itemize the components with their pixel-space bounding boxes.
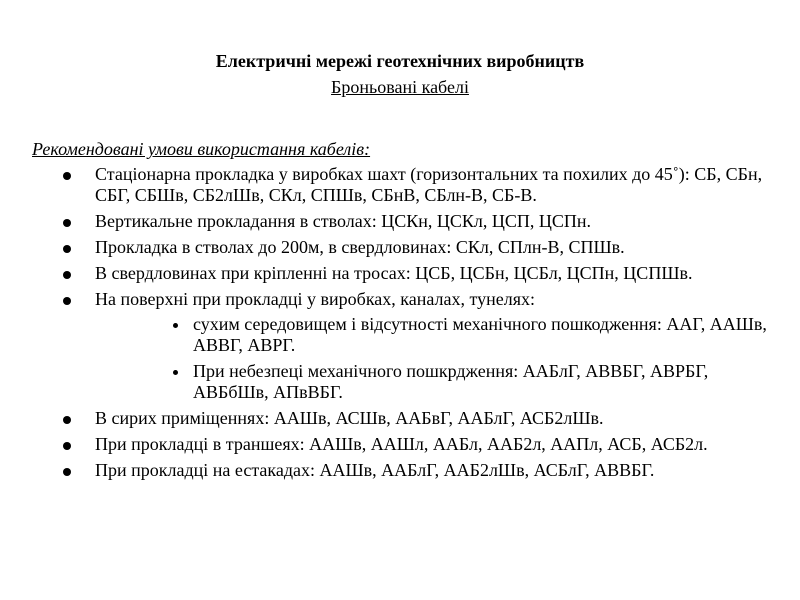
sub-list-item-text: сухим середовищем і відсутності механічного пошкодження: ААГ, ААШв, АВВГ, АВРГ. <box>193 314 767 355</box>
list-item-text: В сирих приміщеннях: ААШв, АСШв, ААБвГ, ААБлГ, АСБ2лШв. <box>95 408 604 428</box>
sub-bullet-icon <box>173 370 178 375</box>
bullet-icon <box>63 416 71 424</box>
list-item-text: В свердловинах при кріпленні на тросах: ЦСБ, ЦСБн, ЦСБл, ЦСПн, ЦСПШв. <box>95 263 693 283</box>
list-item <box>60 460 780 481</box>
list-item-text: Стаціонарна прокладка у виробках шахт (горизонтальних та похилих до 45˚): СБ, СБн, СБГ, СБШв, СБ2лШв, СКл, СПШв, СБнВ, СБлн-В, СБ-В. <box>95 164 763 205</box>
sub-bullet-icon <box>173 323 178 328</box>
list-item <box>60 164 780 206</box>
page-title: Електричні мережі геотехнічних виробництв <box>215 51 585 71</box>
bullet-icon <box>63 219 71 227</box>
list-item <box>60 237 780 258</box>
list-item <box>60 289 780 403</box>
list-item <box>60 211 780 232</box>
list-item-text: Прокладка в стволах до 200м, в свердловинах: СКл, СПлн-В, СПШв. <box>95 237 625 257</box>
list-item <box>60 263 780 284</box>
list-item-text: Вертикальне прокладання в стволах: ЦСКн, ЦСКл, ЦСП, ЦСПн. <box>95 211 591 231</box>
list-item <box>60 408 780 429</box>
bullet-icon <box>63 172 71 180</box>
bullet-icon <box>63 442 71 450</box>
sub-list-item <box>171 361 780 403</box>
sub-bullet-list <box>95 314 780 403</box>
page-subtitle: Броньовані кабелі <box>331 77 469 97</box>
sub-list-item-text: При небезпеці механічного пошкрдження: ААБлГ, АВВБГ, АВРБГ, АВБбШв, АПвВБГ. <box>193 361 709 402</box>
list-item <box>60 434 780 455</box>
bullet-icon <box>63 468 71 476</box>
bullet-list <box>60 164 780 486</box>
bullet-icon <box>63 297 71 305</box>
bullet-icon <box>63 245 71 253</box>
list-item-text: При прокладці в траншеях: ААШв, ААШл, ААБл, ААБ2л, ААПл, АСБ, АСБ2л. <box>95 434 708 454</box>
sub-list-item <box>171 314 780 356</box>
bullet-icon <box>63 271 71 279</box>
list-item-text: На поверхні при прокладці у виробках, каналах, тунелях: <box>95 289 536 309</box>
list-item-text: При прокладці на естакадах: ААШв, ААБлГ, ААБ2лШв, АСБлГ, АВВБГ. <box>95 460 655 480</box>
section-heading: Рекомендовані умови використання кабелів: <box>32 139 371 159</box>
